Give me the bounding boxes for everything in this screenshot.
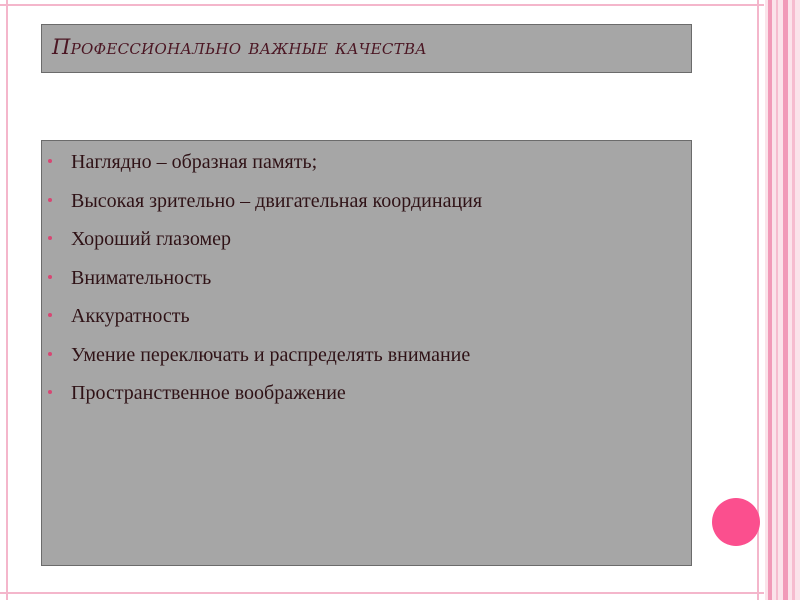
bullet-icon <box>48 390 52 394</box>
list-item-text: Умение переключать и распределять внимание <box>71 343 471 366</box>
frame-top-line <box>0 4 764 6</box>
slide-title: Профессионально важные качества <box>52 35 427 59</box>
list-item-text: Высокая зрительно – двигательная координация <box>71 189 483 212</box>
list-item-text: Аккуратность <box>71 305 190 327</box>
decorative-circle <box>712 498 760 546</box>
list-item <box>42 303 482 342</box>
content-box <box>41 140 692 566</box>
frame-bottom-line <box>0 592 764 594</box>
bullet-list <box>42 149 482 419</box>
title-box <box>41 24 692 73</box>
list-item <box>42 226 482 265</box>
decorative-stripe <box>783 0 788 600</box>
bullet-icon <box>48 313 52 317</box>
list-item-text: Наглядно – образная память; <box>71 151 318 173</box>
bullet-icon <box>48 275 52 279</box>
frame-left-line <box>6 0 8 600</box>
bullet-icon <box>48 159 52 163</box>
bullet-icon <box>48 352 52 356</box>
list-item <box>42 149 482 188</box>
list-item-text: Хороший глазомер <box>71 228 231 250</box>
list-item <box>42 380 482 419</box>
bullet-icon <box>48 236 52 240</box>
list-item <box>42 342 482 381</box>
list-item-text: Внимательность <box>71 266 212 289</box>
bullet-icon <box>48 198 52 202</box>
decorative-stripe <box>792 0 795 600</box>
decorative-stripe <box>776 0 778 600</box>
list-item <box>42 265 482 304</box>
list-item <box>42 188 482 227</box>
decorative-stripe <box>768 0 772 600</box>
list-item-text: Пространственное воображение <box>71 382 346 404</box>
